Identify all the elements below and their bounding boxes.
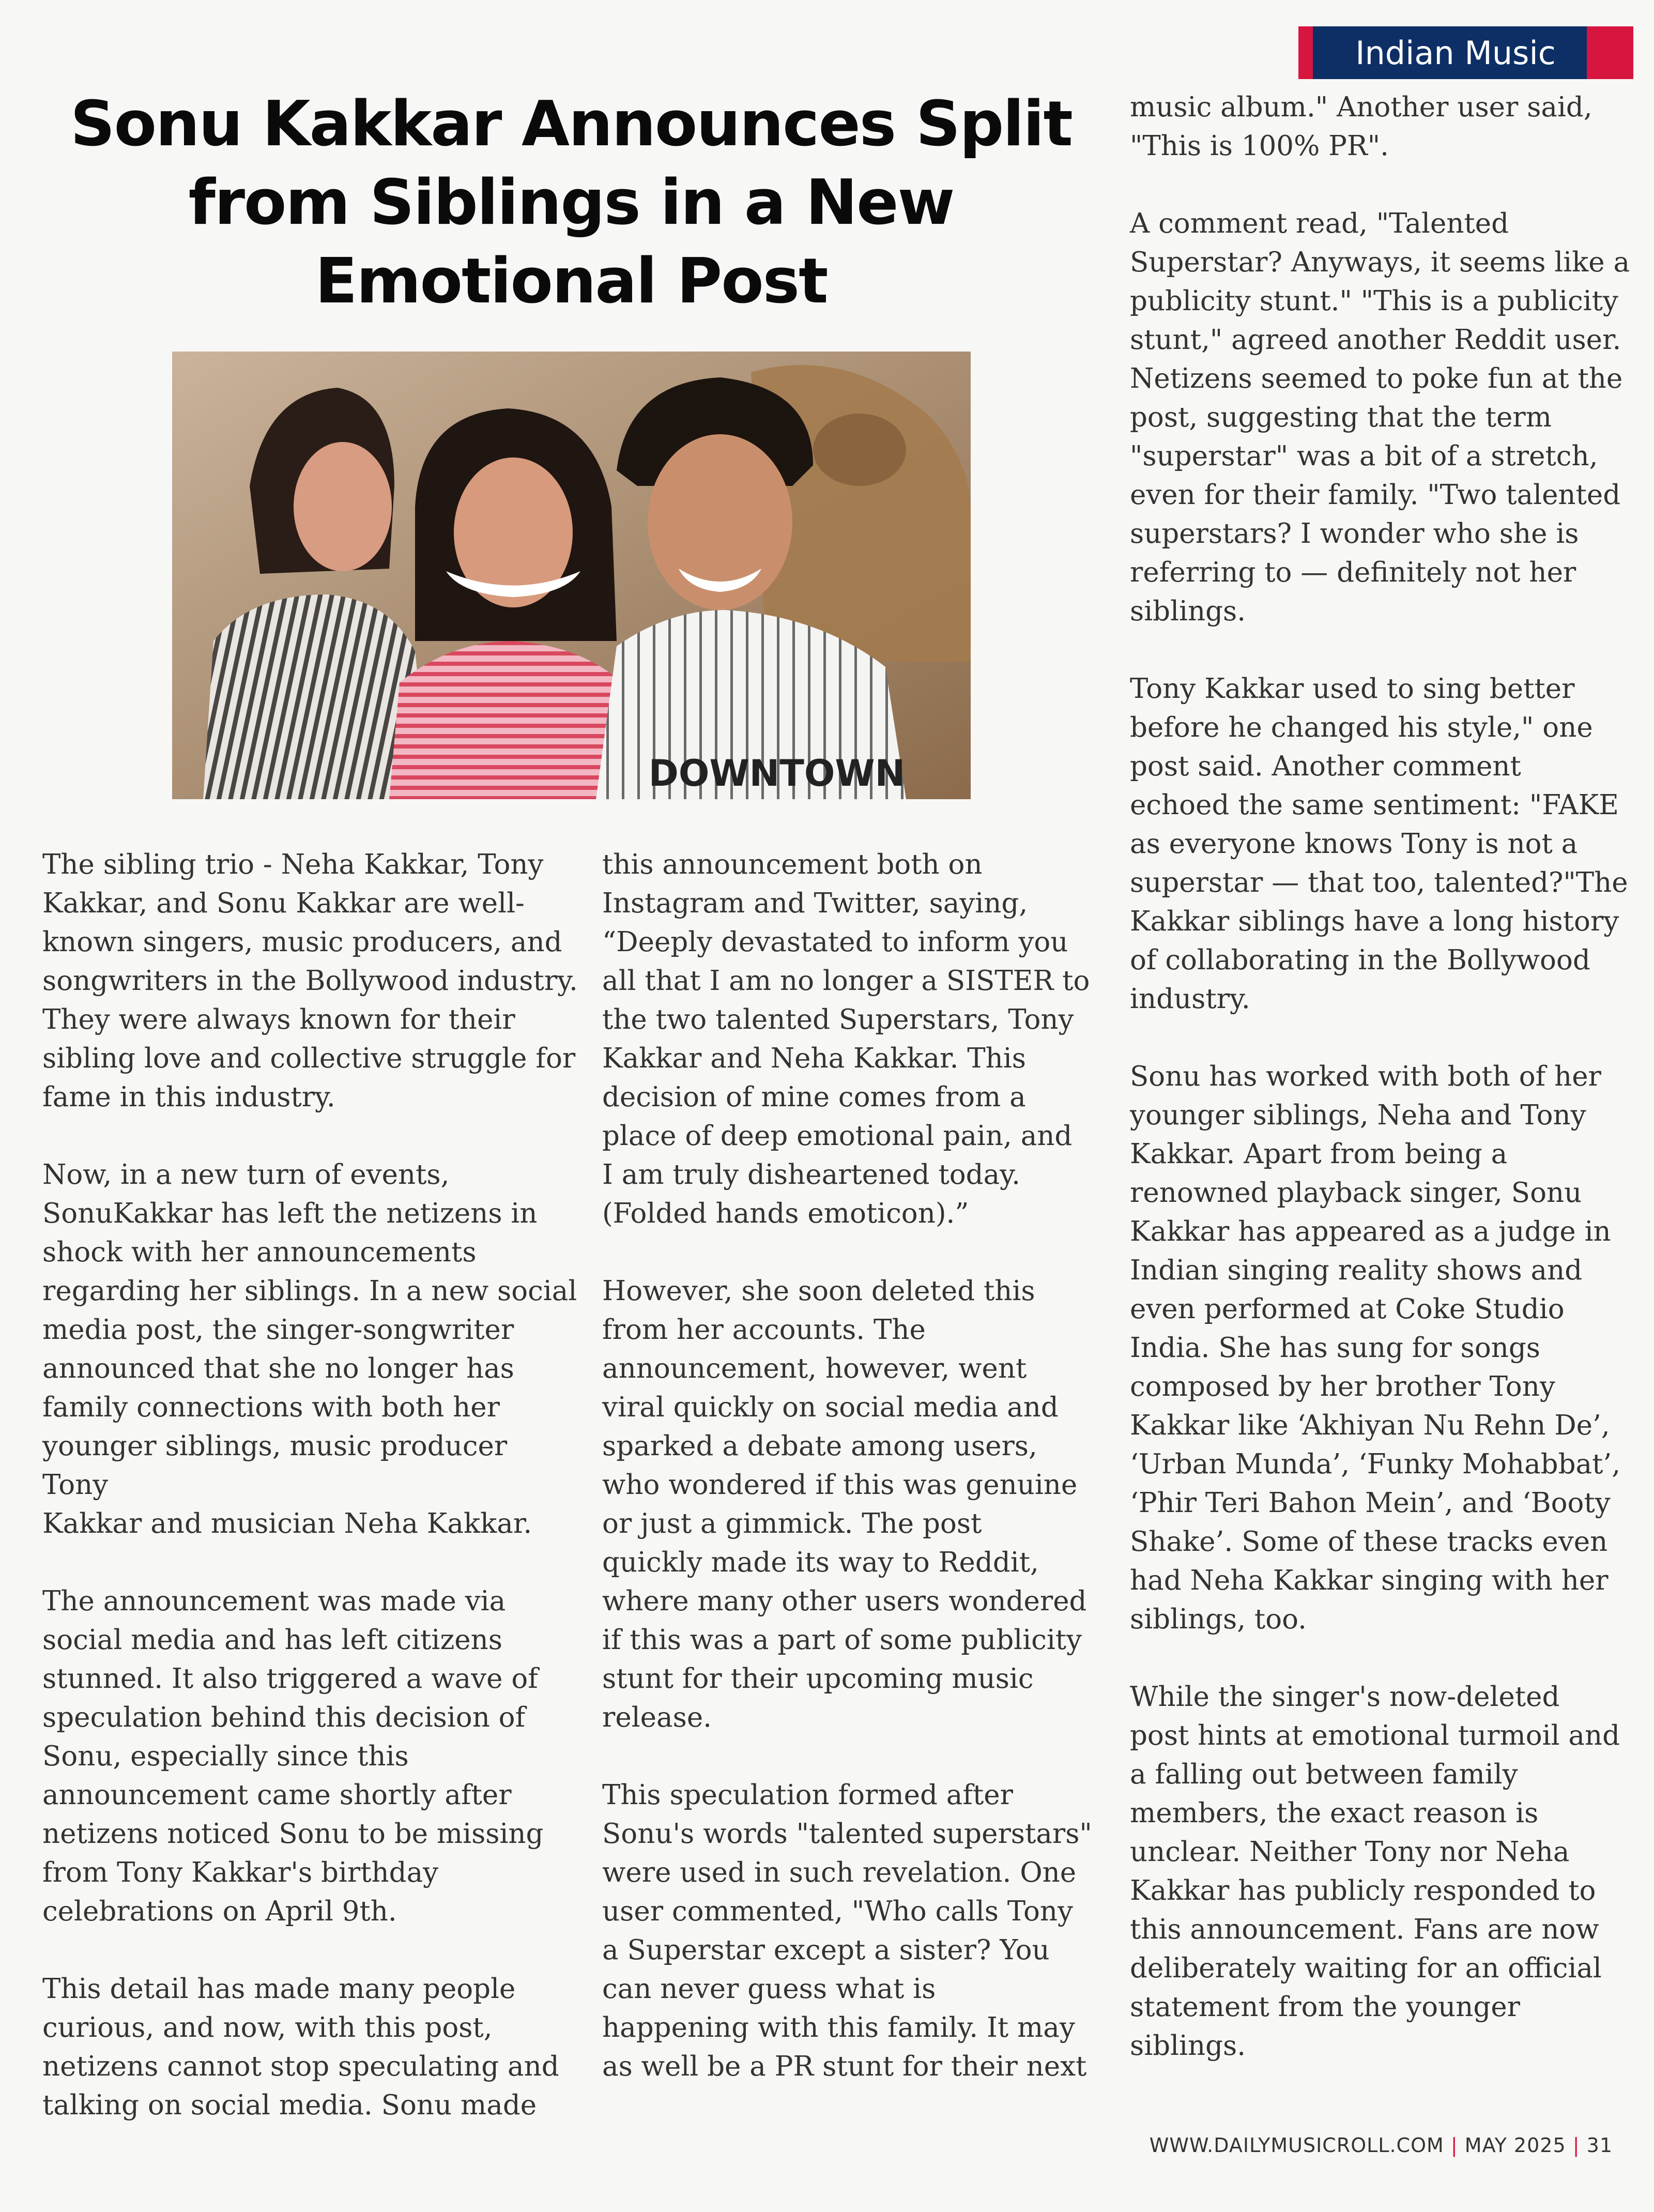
- footer-separator: |: [1572, 2134, 1580, 2157]
- person-left-face: [294, 442, 392, 571]
- article-headline: Sonu Kakkar Announces Split from Siblings in a New Emotional Post: [70, 88, 1072, 317]
- article-column-3: [1130, 88, 1642, 2065]
- article-column-2: [602, 845, 1109, 2086]
- paragraph: This detail has made many people curious, and now, with this post, netizens cannot stop speculating and talking on social media. Sonu made: [42, 1973, 559, 2121]
- footer-site-link[interactable]: WWW.DAILYMUSICROLL.COM: [1149, 2134, 1444, 2157]
- paragraph: The announcement was made via social media and has left citizens stunned. It also triggered a wave of speculation behind this decision of Sonu, especially since this announcement came shortly after netizens noticed Sonu to be missing from Tony Kakkar's birthday celebrations on April 9th.: [42, 1585, 544, 1927]
- paragraph: this announcement both on Instagram and Twitter, saying, “Deeply devastated to inform you all that I am no longer a SISTER to the two talented Superstars, Tony Kakkar and Neha Kakkar. This decision of mine comes from a place of deep emotional pain, and I am truly disheartened today. (Folded hands emoticon).”: [602, 849, 1090, 1229]
- page-footer: [1150, 2134, 1613, 2157]
- paragraph: Tony Kakkar used to sing better before he changed his style," one post said. Another comment echoed the same sentiment: "FAKE as everyone knows Tony is not a superstar — that too, talented?"The Kakkar siblings have a long history of collaborating in the Bollywood industry.: [1130, 673, 1628, 1015]
- article-column-1: [42, 845, 580, 2125]
- section-tag-accent-right: [1587, 26, 1633, 79]
- photo-illustration: [172, 352, 971, 799]
- paragraph: music album." Another user said, "This is 100% PR".: [1130, 91, 1592, 162]
- section-tag: [1298, 26, 1633, 79]
- article-photo: [172, 352, 971, 799]
- paragraph: However, she soon deleted this from her accounts. The announcement, however, went viral quickly on social media and sparked a debate among users, who wondered if this was genuine or just a gimmick. The post quickly made its way to Reddit, where many other users wondered if this was a part of some publicity stunt for their upcoming music release.: [602, 1275, 1087, 1733]
- paragraph: While the singer's now-deleted post hints at emotional turmoil and a falling out between family members, the exact reason is unclear. Neither Tony nor Neha Kakkar has publicly responded to this announcement. Fans are now deliberately waiting for an official statement from the younger siblings.: [1130, 1681, 1620, 2062]
- section-tag-accent-left: [1298, 26, 1313, 79]
- paragraph: Sonu has worked with both of her younger siblings, Neha and Tony Kakkar. Apart from being a renowned playback singer, Sonu Kakkar has appeared as a judge in Indian singing reality shows and even performed at Coke Studio India. She has sung for songs composed by her brother Tony Kakkar like ‘Akhiyan Nu Rehn De’, ‘Urban Munda’, ‘Funky Mohabbat’, ‘Phir Teri Bahon Mein’, and ‘Booty Shake’. Some of these tracks even had Neha Kakkar singing with her siblings, too.: [1130, 1061, 1621, 1635]
- shirt-print: DOWNTOWN: [648, 752, 906, 795]
- paragraph: A comment read, "Talented Superstar? Anyways, it seems like a publicity stunt." "This is a publicity stunt," agreed another Reddit user. Netizens seemed to poke fun at the post, suggesting that the term "superstar" was a bit of a stretch, even for their family. "Two talented superstars? I wonder who she is referring to — definitely not her siblings.: [1130, 208, 1630, 627]
- footer-issue-date: MAY 2025: [1464, 2134, 1566, 2157]
- footer-page-number: 31: [1586, 2134, 1613, 2157]
- paragraph: Now, in a new turn of events, SonuKakkar has left the netizens in shock with her announcements regarding her siblings. In a new social media post, the singer-songwriter announced that she no longer has family connections with both her younger siblings, music producer Tony Kakkar and musician Neha Kakkar.: [42, 1159, 577, 1539]
- footer-separator: |: [1450, 2134, 1458, 2157]
- section-tag-label: Indian Music: [1355, 34, 1556, 72]
- paragraph: This speculation formed after Sonu's words "talented superstars" were used in such revelation. One user commented, "Who calls Tony a Superstar except a sister? You can never guess what is happening with this family. It may as well be a PR stunt for their next: [602, 1779, 1092, 2082]
- paragraph: The sibling trio - Neha Kakkar, Tony Kakkar, and Sonu Kakkar are well- known singers, music producers, and songwriters in the Bollywood industry. They were always known for their sibling love and collective struggle for fame in this industry.: [42, 849, 578, 1113]
